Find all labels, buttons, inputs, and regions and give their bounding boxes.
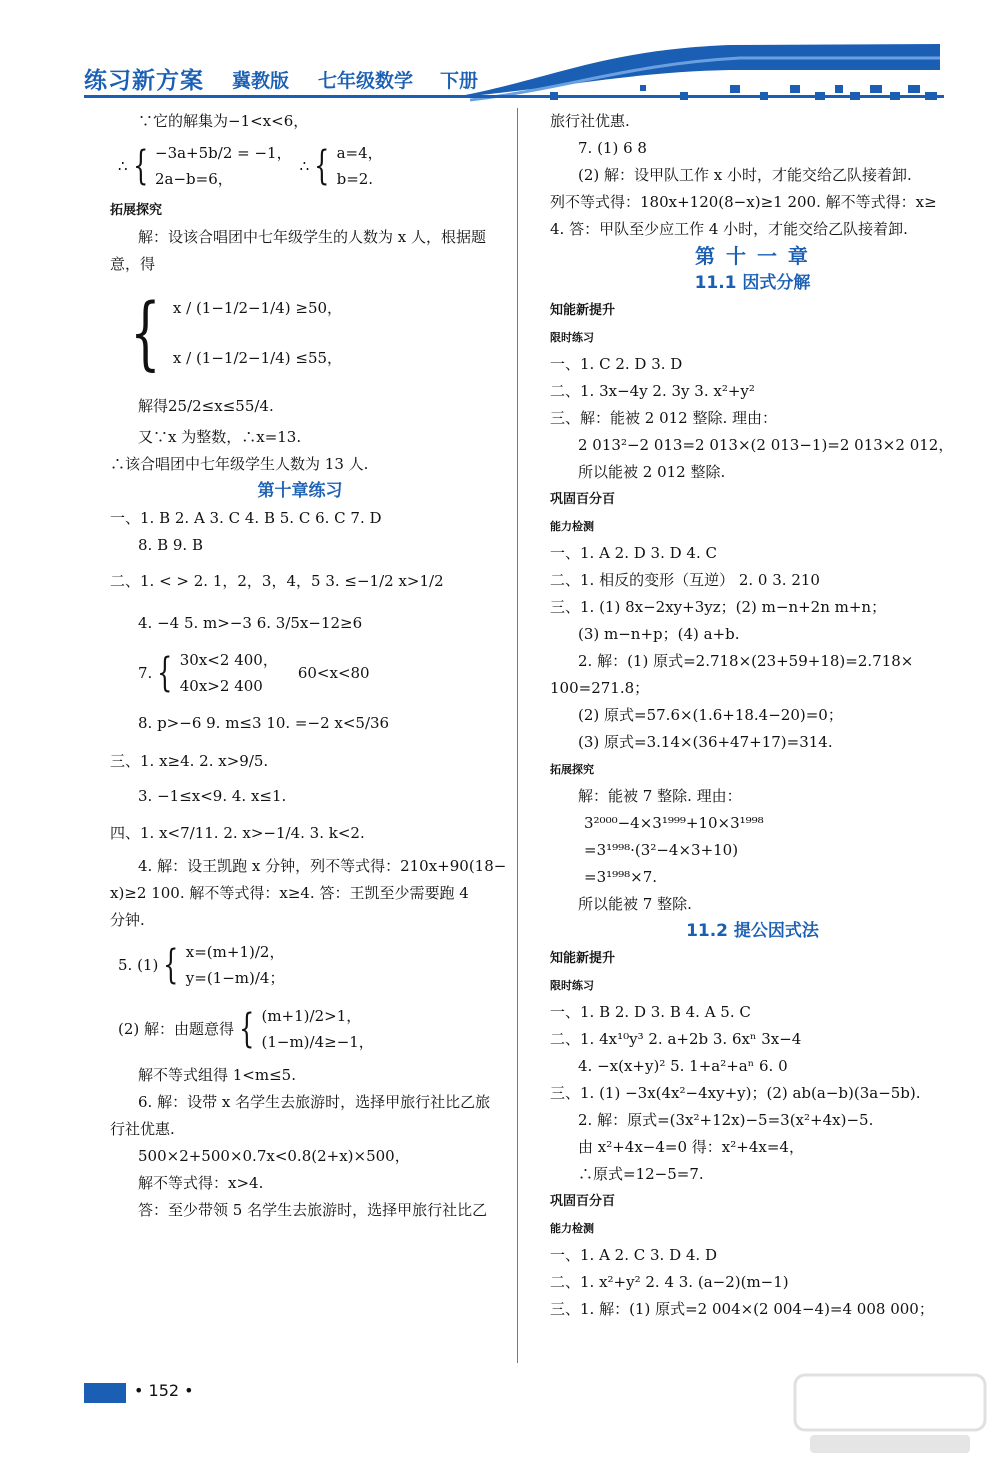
text-line: 500×2+500×0.7x<0.8(2+x)×500， — [138, 1147, 410, 1165]
column-divider — [517, 108, 518, 1363]
page-number: • 152 • — [134, 1381, 194, 1400]
text-line: 答：至少带领 5 名学生去旅游时，选择甲旅行社比乙 — [138, 1201, 488, 1219]
text-line: =3¹⁹⁹⁸×7. — [584, 868, 658, 886]
answer-line: 二、1. x²+y² 2. 4 3. (a−2)(m−1) — [550, 1273, 789, 1291]
header-swoosh-graphic — [430, 40, 945, 110]
answer-label: 5. (1) — [118, 955, 159, 974]
answer-line: 一、1. C 2. D 3. D — [550, 355, 683, 373]
text-line: ∵它的解集为−1<x<6， — [138, 112, 309, 130]
answer-line: 3. −1≤x<9. 4. x≤1. — [138, 787, 287, 805]
text-line: (2) 解：设甲队工作 x 小时，才能交给乙队接着卸. — [578, 166, 912, 184]
text-line: 解不等式组得 1<m≤5. — [138, 1066, 296, 1084]
inequality: x / (1−1/2−1/4) ≤55， — [172, 349, 343, 367]
answer-system — [110, 643, 490, 703]
answer-line: 二、1. 相反的变形（互逆） 2. 0 3. 210 — [550, 571, 820, 589]
section-heading: 知能新提升 — [550, 303, 616, 318]
answer-line: 二、1. 3x−4y 2. 3y 3. x²+y² — [550, 382, 755, 400]
equation: b=2. — [336, 170, 374, 188]
text-line: =3¹⁹⁹⁸·(3²−4×3+10) — [584, 841, 739, 859]
brace-icon: { — [157, 650, 173, 696]
watermark-logo — [790, 1370, 990, 1460]
equation: a=4， — [336, 144, 383, 162]
answer-line: (3) m−n+p；(4) a+b. — [578, 625, 740, 643]
header-volume: 下册 — [440, 70, 479, 92]
answer-line: 4. −4 5. m>−3 6. 3/5x−12≥6 — [138, 614, 363, 632]
subsection-heading: 能力检测 — [550, 520, 594, 533]
answer-line: 三、1. (1) −3x(4x²−4xy+y)；(2) ab(a−b)(3a−5b). — [550, 1084, 921, 1102]
answer-line: 一、1. B 2. D 3. B 4. A 5. C — [550, 1003, 751, 1021]
text-line: 2. 解：原式=(3x²+12x)−5=3(x²+4x)−5. — [578, 1111, 874, 1129]
section-title: 11.1 因式分解 — [694, 273, 811, 293]
inequality: 40x>2 400 — [179, 677, 263, 695]
answer-system — [110, 934, 490, 996]
subsection-heading: 能力检测 — [550, 1222, 594, 1235]
text-line: x)≥2 100. 解不等式得：x≥4. 答：王凯至少需要跑 4 — [110, 884, 469, 902]
left-column — [110, 108, 507, 1224]
answer-line: 7. (1) 6 8 — [578, 139, 647, 157]
chapter-title: 第 十 一 章 — [695, 244, 810, 268]
text-line: 又∵x 为整数，∴x=13. — [138, 428, 302, 446]
text-line: 由 x²+4x−4=0 得：x²+4x=4， — [578, 1138, 804, 1156]
inequality: 30x<2 400， — [179, 651, 278, 669]
answer-line: 8. p>−6 9. m≤3 10. =−2 x<5/36 — [138, 714, 390, 732]
header-title: 练习新方案 — [84, 68, 204, 94]
text-line: 分钟. — [110, 911, 145, 929]
answer-value: 60<x<80 — [297, 663, 370, 682]
inequality: (1−m)/4≥−1， — [261, 1033, 374, 1051]
header-grade: 七年级数学 — [318, 70, 414, 92]
inequality: (m+1)/2>1， — [261, 1007, 362, 1025]
text-line: 4. 解：设王凯跑 x 分钟，列不等式得：210x+90(18− — [138, 857, 507, 875]
answer-line: 一、1. A 2. C 3. D 4. D — [550, 1246, 717, 1264]
section-heading: 巩固百分百 — [550, 492, 616, 507]
text-line: 行社优惠. — [110, 1120, 175, 1138]
answer-line: 4. −x(x+y)² 5. 1+a²+aⁿ 6. 0 — [578, 1057, 788, 1075]
header-edition: 冀教版 — [232, 70, 290, 92]
text-line: (3) 原式=3.14×(36+47+17)=314. — [578, 733, 833, 751]
answer-system — [110, 996, 490, 1062]
answer-line: 三、1. x≥4. 2. x>9/5. — [110, 752, 269, 770]
inequality-system — [110, 278, 490, 388]
text-line: ∴原式=12−5=7. — [578, 1165, 704, 1183]
subsection-heading: 限时练习 — [550, 331, 594, 344]
answer-line: 二、1. 4x¹⁰y³ 2. a+2b 3. 6xⁿ 3x−4 — [550, 1030, 802, 1048]
answer-line: 二、1. < > 2. 1，2，3，4，5 3. ≤−1/2 x>1/2 — [110, 572, 444, 590]
footer-color-block — [84, 1383, 126, 1403]
subsection-heading: 限时练习 — [550, 979, 594, 992]
brace-icon: { — [132, 143, 148, 189]
equation: 2a−b=6， — [155, 170, 233, 188]
inequality: x / (1−1/2−1/4) ≥50， — [172, 299, 343, 317]
answer-line: 8. B 9. B — [138, 536, 203, 554]
section-heading: 知能新提升 — [550, 951, 616, 966]
answer-line: 三、解：能被 2 012 整除. 理由： — [550, 409, 778, 427]
brace-icon: { — [130, 286, 161, 379]
brace-icon: { — [239, 1006, 255, 1052]
answer-line: 三、1. 解：(1) 原式=2 004×(2 004−4)=4 008 000； — [550, 1300, 934, 1318]
answer-line: 三、1. (1) 8x−2xy+3yz；(2) m−n+2n m+n； — [550, 598, 887, 616]
text-line: 3²⁰⁰⁰−4×3¹⁹⁹⁹+10×3¹⁹⁹⁸ — [584, 814, 764, 832]
answer-line: 四、1. x<7/11. 2. x>−1/4. 3. k<2. — [110, 824, 365, 842]
equation: −3a+5b/2 = −1， — [155, 144, 292, 162]
text-line: 列不等式得：180x+120(8−x)≥1 200. 解不等式得：x≥ — [550, 193, 937, 211]
equation: x=(m+1)/2， — [185, 943, 285, 961]
equation: y=(1−m)/4； — [185, 969, 285, 987]
text-line: 2. 解：(1) 原式=2.718×(23+59+18)=2.718× — [578, 652, 914, 670]
brace-icon: { — [163, 942, 179, 988]
chapter-title: 第十章练习 — [257, 481, 343, 501]
equation-system — [110, 135, 490, 197]
section-heading: 巩固百分百 — [550, 1194, 616, 1209]
text-line: 解不等式得：x>4. — [138, 1174, 264, 1192]
text-line: (2) 原式=57.6×(1.6+18.4−20)=0； — [578, 706, 843, 724]
brace-icon: { — [314, 143, 330, 189]
text-line: 旅行社优惠. — [550, 112, 630, 130]
section-heading: 拓展探究 — [110, 203, 163, 218]
text-line: 6. 解：设带 x 名学生去旅游时，选择甲旅行社比乙旅 — [138, 1093, 491, 1111]
section-heading: 拓展探究 — [550, 763, 594, 776]
right-column — [550, 108, 955, 1323]
text-line: ∴该合唱团中七年级学生人数为 13 人. — [110, 455, 369, 473]
header-rule — [84, 95, 944, 98]
therefore-symbol: ∴ — [118, 156, 128, 175]
text-line: 2 013²−2 013=2 013×(2 013−1)=2 013×2 012， — [578, 436, 954, 454]
text-line: 所以能被 7 整除. — [578, 895, 692, 913]
answer-label: 7. — [138, 663, 153, 682]
text-line: 100=271.8； — [550, 679, 650, 697]
answer-line: 一、1. B 2. A 3. C 4. B 5. C 6. C 7. D — [110, 509, 382, 527]
text-line: 4. 答：甲队至少应工作 4 小时，才能交给乙队接着卸. — [550, 220, 908, 238]
therefore-symbol: ∴ — [299, 156, 310, 175]
text-line: 所以能被 2 012 整除. — [578, 463, 726, 481]
answer-line: 一、1. A 2. D 3. D 4. C — [550, 544, 717, 562]
answer-label: (2) 解：由题意得 — [118, 1019, 235, 1038]
text-line: 解得25/2≤x≤55/4. — [138, 397, 274, 415]
section-title: 11.2 提公因式法 — [686, 921, 819, 941]
text-line: 解：能被 7 整除. 理由： — [578, 787, 742, 805]
text-line: 解：设该合唱团中七年级学生的人数为 x 人，根据题 — [138, 228, 486, 246]
text-line: 意，得 — [110, 255, 156, 273]
